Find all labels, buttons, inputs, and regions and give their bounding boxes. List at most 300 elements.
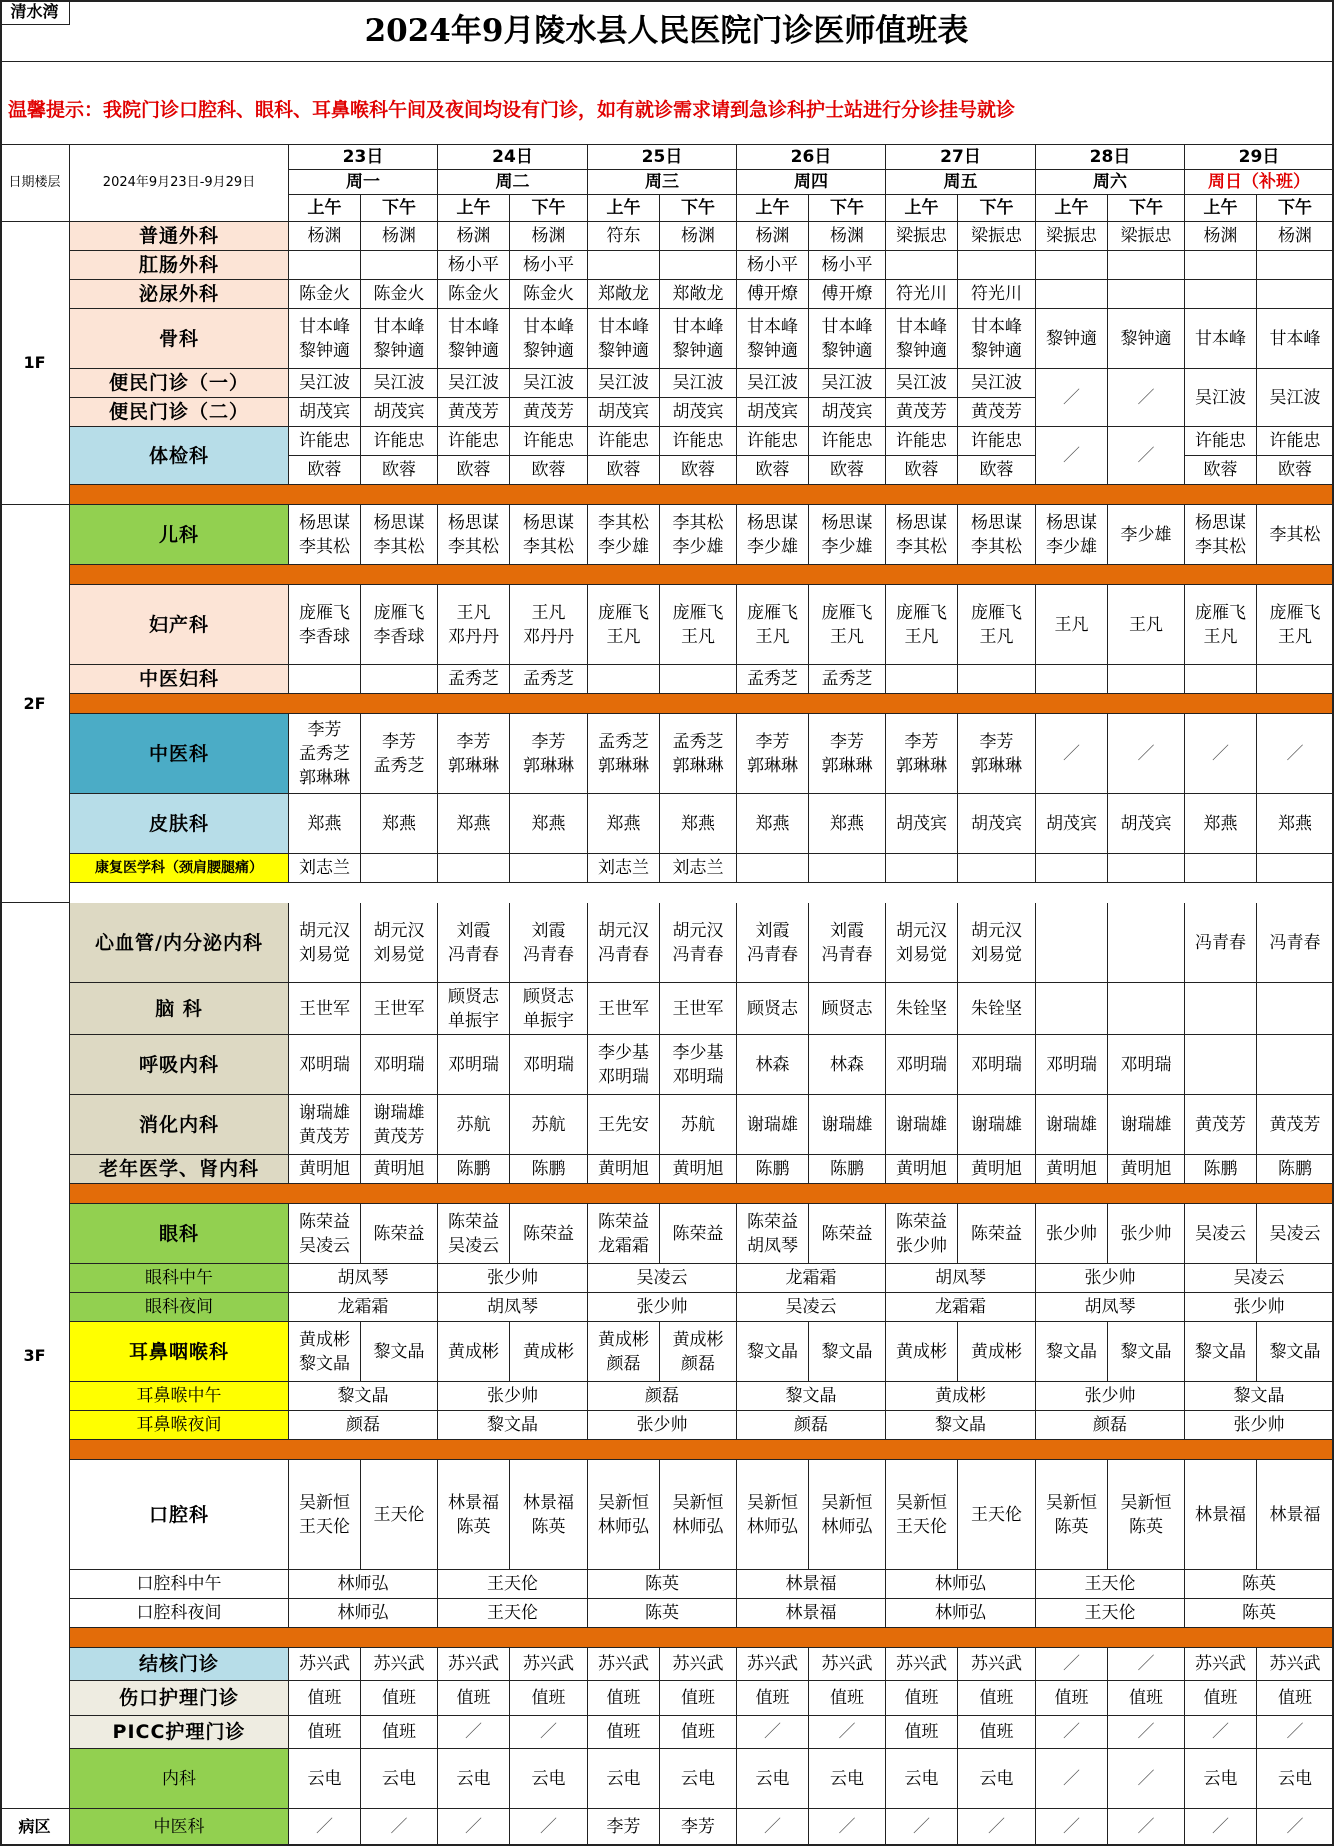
doctor-cell: 陈荣益 胡凤琴: [737, 1204, 809, 1264]
doctor-cell: [1108, 665, 1185, 694]
doctor-cell: 刘志兰: [289, 854, 361, 883]
doctor-cell: 郑燕: [438, 794, 510, 854]
separator-bar: [70, 485, 1334, 505]
doctor-cell: 郑燕: [809, 794, 886, 854]
doctor-cell: 云电: [737, 1749, 809, 1809]
doctor-cell: 黎文晶: [737, 1322, 809, 1382]
doctor-cell: 甘本峰 黎钟適: [660, 309, 737, 369]
floor-label: 病区: [0, 1809, 70, 1846]
department-name: 肛肠外科: [70, 251, 289, 280]
doctor-cell: 孟秀芝 郭琳琳: [660, 714, 737, 794]
separator-bar: [70, 694, 1334, 714]
doctor-cell: 黄成彬 黎文晶: [289, 1322, 361, 1382]
doctor-cell: 陈荣益: [510, 1204, 588, 1264]
header-weekday: 周六: [1036, 170, 1185, 195]
doctor-cell: 云电: [438, 1749, 510, 1809]
doctor-cell: 云电: [958, 1749, 1036, 1809]
header-weekday: 周一: [289, 170, 438, 195]
doctor-cell: [361, 251, 438, 280]
doctor-cell: ／: [1036, 1716, 1108, 1749]
doctor-cell: [1257, 665, 1334, 694]
doctor-cell: 黎钟適: [1036, 309, 1108, 369]
doctor-cell: 黎文晶: [809, 1322, 886, 1382]
header-date: 27日: [886, 145, 1036, 170]
doctor-cell: 吴江波: [886, 369, 958, 398]
shift-cell: 陈英: [1185, 1570, 1334, 1599]
doctor-cell: 甘本峰 黎钟適: [737, 309, 809, 369]
doctor-cell: 杨渊: [660, 222, 737, 251]
doctor-cell: 黄明旭: [886, 1155, 958, 1184]
doctor-cell: 邓明瑞: [289, 1035, 361, 1095]
doctor-cell: 杨渊: [1257, 222, 1334, 251]
shift-cell: 王天伦: [438, 1599, 588, 1628]
doctor-cell: 许能忠: [1185, 427, 1257, 456]
header-pm: 下午: [361, 195, 438, 222]
shift-cell: 张少帅: [588, 1293, 737, 1322]
floor-label: 2F: [0, 505, 70, 903]
separator-bar: [70, 1440, 1334, 1460]
doctor-cell: 胡茂宾: [958, 794, 1036, 854]
doctor-cell: [1108, 280, 1185, 309]
doctor-cell: 苏兴武: [510, 1648, 588, 1681]
doctor-cell: 杨思谋 李其松: [886, 505, 958, 565]
doctor-cell: 许能忠: [510, 427, 588, 456]
department-name: 康复医学科（颈肩腰腿痛）: [70, 854, 289, 883]
doctor-cell: [1036, 903, 1108, 983]
doctor-cell: 苏兴武: [809, 1648, 886, 1681]
doctor-cell: ／: [1257, 714, 1334, 794]
doctor-cell: [1257, 1035, 1334, 1095]
doctor-cell: 庞雁飞 王凡: [958, 585, 1036, 665]
doctor-cell: 陈荣益: [809, 1204, 886, 1264]
header-pm: 下午: [1257, 195, 1334, 222]
doctor-cell: ／: [510, 1809, 588, 1846]
shift-cell: 吴凌云: [737, 1293, 886, 1322]
doctor-cell: 郑燕: [1185, 794, 1257, 854]
doctor-cell: 刘志兰: [588, 854, 660, 883]
doctor-cell: 苏航: [438, 1095, 510, 1155]
doctor-cell: 谢瑞雄: [737, 1095, 809, 1155]
doctor-cell: ／: [438, 1809, 510, 1846]
header-am: 上午: [1036, 195, 1108, 222]
shift-cell: 胡凤琴: [886, 1264, 1036, 1293]
doctor-cell: 黄茂芳: [1185, 1095, 1257, 1155]
doctor-cell: 陈金火: [438, 280, 510, 309]
shift-cell: 张少帅: [438, 1382, 588, 1411]
doctor-cell: 苏兴武: [737, 1648, 809, 1681]
doctor-cell: 苏兴武: [361, 1648, 438, 1681]
doctor-cell: 顾贤志 单振宇: [510, 983, 588, 1035]
doctor-cell: 庞雁飞 李香球: [289, 585, 361, 665]
department-name: 骨科: [70, 309, 289, 369]
doctor-cell: 吴江波: [588, 369, 660, 398]
doctor-cell: [660, 665, 737, 694]
doctor-cell: 吴新恒 林师弘: [588, 1460, 660, 1570]
doctor-cell: ／: [1108, 369, 1185, 427]
doctor-cell: 值班: [958, 1716, 1036, 1749]
doctor-cell: 黄明旭: [588, 1155, 660, 1184]
doctor-cell: 苏航: [510, 1095, 588, 1155]
doctor-cell: 刘霞 冯青春: [510, 903, 588, 983]
doctor-cell: 王世军: [289, 983, 361, 1035]
department-name: 老年医学、肾内科: [70, 1155, 289, 1184]
doctor-cell: 符东: [588, 222, 660, 251]
notice-line-1: 温馨提示：我院门诊口腔科、眼科、耳鼻喉科午间及夜间均设有门诊，如有就诊需求请到急诊科护士站进行分诊挂号就诊: [8, 99, 1016, 121]
doctor-cell: 许能忠: [361, 427, 438, 456]
doctor-cell: 李芳 孟秀芝 郭琳琳: [289, 714, 361, 794]
doctor-cell: 许能忠: [289, 427, 361, 456]
shift-cell: 黎文晶: [886, 1411, 1036, 1440]
shift-cell: 林师弘: [886, 1570, 1036, 1599]
shift-cell: 颜磊: [1036, 1411, 1185, 1440]
doctor-cell: 胡茂宾: [588, 398, 660, 427]
header-weekday: 周日（补班）: [1185, 170, 1334, 195]
doctor-cell: 甘本峰 黎钟適: [289, 309, 361, 369]
doctor-cell: 刘志兰: [660, 854, 737, 883]
doctor-cell: 杨思谋 李少雄: [809, 505, 886, 565]
doctor-cell: 林景福 陈英: [438, 1460, 510, 1570]
doctor-cell: 李少基 邓明瑞: [660, 1035, 737, 1095]
doctor-cell: 符光川: [886, 280, 958, 309]
doctor-cell: 吴新恒 王天伦: [289, 1460, 361, 1570]
doctor-cell: 云电: [1185, 1749, 1257, 1809]
doctor-cell: 杨渊: [289, 222, 361, 251]
doctor-cell: 庞雁飞 王凡: [1185, 585, 1257, 665]
doctor-cell: 梁振忠: [958, 222, 1036, 251]
doctor-cell: [289, 251, 361, 280]
doctor-cell: 黎文晶: [361, 1322, 438, 1382]
doctor-cell: 王天伦: [958, 1460, 1036, 1570]
doctor-cell: 吴新恒 林师弘: [809, 1460, 886, 1570]
doctor-cell: 苏兴武: [588, 1648, 660, 1681]
shift-cell: 胡凤琴: [289, 1264, 438, 1293]
doctor-cell: 值班: [958, 1681, 1036, 1716]
doctor-cell: 欧蓉: [1257, 456, 1334, 485]
doctor-cell: ／: [1185, 1716, 1257, 1749]
doctor-cell: 黎文晶: [1108, 1322, 1185, 1382]
doctor-cell: 黄明旭: [660, 1155, 737, 1184]
department-name: 儿科: [70, 505, 289, 565]
doctor-cell: 云电: [660, 1749, 737, 1809]
doctor-cell: 欧蓉: [289, 456, 361, 485]
doctor-cell: 陈荣益: [958, 1204, 1036, 1264]
doctor-cell: 邓明瑞: [438, 1035, 510, 1095]
doctor-cell: 顾贤志: [809, 983, 886, 1035]
doctor-cell: [438, 854, 510, 883]
doctor-cell: [1036, 251, 1108, 280]
department-name: 眼科: [70, 1204, 289, 1264]
doctor-cell: 杨渊: [809, 222, 886, 251]
doctor-cell: 甘本峰 黎钟適: [361, 309, 438, 369]
doctor-cell: ／: [1257, 1809, 1334, 1846]
doctor-cell: 黄成彬 颜磊: [588, 1322, 660, 1382]
department-name: 耳鼻咽喉科: [70, 1322, 289, 1382]
doctor-cell: 杨渊: [1185, 222, 1257, 251]
doctor-cell: 郑燕: [1257, 794, 1334, 854]
doctor-cell: [958, 251, 1036, 280]
doctor-cell: [588, 251, 660, 280]
doctor-cell: 李芳 郭琳琳: [438, 714, 510, 794]
doctor-cell: 顾贤志 单振宇: [438, 983, 510, 1035]
doctor-cell: ／: [1108, 1648, 1185, 1681]
doctor-cell: 值班: [1257, 1681, 1334, 1716]
doctor-cell: ／: [958, 1809, 1036, 1846]
doctor-cell: 欧蓉: [588, 456, 660, 485]
doctor-cell: 吴江波: [1257, 369, 1334, 427]
doctor-cell: 黎文晶: [1257, 1322, 1334, 1382]
doctor-cell: [289, 665, 361, 694]
department-name: 伤口护理门诊: [70, 1681, 289, 1716]
doctor-cell: 云电: [886, 1749, 958, 1809]
doctor-cell: 林景福 陈英: [510, 1460, 588, 1570]
doctor-cell: 值班: [809, 1681, 886, 1716]
page-title: 2024年9月陵水县人民医院门诊医师值班表: [0, 0, 1334, 62]
doctor-cell: 黄茂芳: [1257, 1095, 1334, 1155]
doctor-cell: 欧蓉: [660, 456, 737, 485]
header-pm: 下午: [660, 195, 737, 222]
doctor-cell: 欧蓉: [737, 456, 809, 485]
doctor-cell: 陈金火: [510, 280, 588, 309]
doctor-cell: 杨小平: [809, 251, 886, 280]
header-date: 26日: [737, 145, 886, 170]
shift-cell: 张少帅: [1036, 1382, 1185, 1411]
doctor-cell: 杨渊: [510, 222, 588, 251]
department-name: 结核门诊: [70, 1648, 289, 1681]
doctor-cell: 吴新恒 王天伦: [886, 1460, 958, 1570]
doctor-cell: ／: [1036, 1648, 1108, 1681]
doctor-cell: 谢瑞雄: [958, 1095, 1036, 1155]
doctor-cell: [886, 854, 958, 883]
department-name: 中医妇科: [70, 665, 289, 694]
department-name: 便民门诊（一）: [70, 369, 289, 398]
doctor-cell: 庞雁飞 王凡: [737, 585, 809, 665]
doctor-cell: 谢瑞雄 黄茂芳: [361, 1095, 438, 1155]
department-name: PICC护理门诊: [70, 1716, 289, 1749]
department-name: 普通外科: [70, 222, 289, 251]
doctor-cell: 胡茂宾: [660, 398, 737, 427]
department-name: 皮肤科: [70, 794, 289, 854]
doctor-cell: 杨渊: [361, 222, 438, 251]
shift-cell: 龙霜霜: [886, 1293, 1036, 1322]
header-date-range: 2024年9月23日-9月29日: [70, 145, 289, 222]
doctor-cell: 吴江波: [958, 369, 1036, 398]
doctor-cell: [809, 854, 886, 883]
doctor-cell: 黄茂芳: [958, 398, 1036, 427]
doctor-cell: [1185, 280, 1257, 309]
doctor-cell: ／: [886, 1809, 958, 1846]
doctor-cell: 郑燕: [510, 794, 588, 854]
doctor-cell: 吴新恒 林师弘: [660, 1460, 737, 1570]
header-pm: 下午: [958, 195, 1036, 222]
doctor-cell: ／: [1185, 1809, 1257, 1846]
doctor-cell: [1036, 983, 1108, 1035]
doctor-cell: 杨思谋 李其松: [958, 505, 1036, 565]
doctor-cell: 张少帅: [1108, 1204, 1185, 1264]
doctor-cell: [1257, 280, 1334, 309]
floor-label: 3F: [0, 903, 70, 1809]
department-name: 便民门诊（二）: [70, 398, 289, 427]
doctor-cell: ／: [1036, 427, 1108, 485]
doctor-cell: 黄明旭: [289, 1155, 361, 1184]
doctor-cell: 黄明旭: [958, 1155, 1036, 1184]
department-name: 心血管/内分泌内科: [70, 903, 289, 983]
doctor-cell: 云电: [809, 1749, 886, 1809]
doctor-cell: 陈荣益 吴凌云: [438, 1204, 510, 1264]
doctor-cell: 郑燕: [737, 794, 809, 854]
doctor-cell: 胡元汉 冯青春: [588, 903, 660, 983]
doctor-cell: 李其松: [1257, 505, 1334, 565]
header-weekday: 周四: [737, 170, 886, 195]
doctor-cell: 云电: [588, 1749, 660, 1809]
doctor-cell: 陈金火: [289, 280, 361, 309]
doctor-cell: 胡元汉 冯青春: [660, 903, 737, 983]
shift-cell: 龙霜霜: [737, 1264, 886, 1293]
doctor-cell: 邓明瑞: [361, 1035, 438, 1095]
doctor-cell: 杨思谋 李其松: [510, 505, 588, 565]
doctor-cell: 谢瑞雄: [809, 1095, 886, 1155]
doctor-cell: 胡茂宾: [886, 794, 958, 854]
doctor-cell: 庞雁飞 王凡: [1257, 585, 1334, 665]
doctor-cell: 杨思谋 李其松: [289, 505, 361, 565]
doctor-cell: 杨思谋 李其松: [361, 505, 438, 565]
doctor-cell: 傅开燎: [809, 280, 886, 309]
doctor-cell: 苏兴武: [660, 1648, 737, 1681]
doctor-cell: [1257, 854, 1334, 883]
doctor-cell: [361, 665, 438, 694]
doctor-cell: 梁振忠: [886, 222, 958, 251]
doctor-cell: 云电: [289, 1749, 361, 1809]
doctor-cell: 欧蓉: [886, 456, 958, 485]
doctor-cell: 胡茂宾: [1108, 794, 1185, 854]
doctor-cell: 许能忠: [809, 427, 886, 456]
doctor-cell: 陈鹏: [1257, 1155, 1334, 1184]
doctor-cell: 甘本峰: [1257, 309, 1334, 369]
doctor-cell: 黎文晶: [1185, 1322, 1257, 1382]
doctor-cell: 杨思谋 李其松: [1185, 505, 1257, 565]
shift-cell: 张少帅: [1036, 1264, 1185, 1293]
department-name: 眼科中午: [70, 1264, 289, 1293]
shift-cell: 陈英: [588, 1570, 737, 1599]
doctor-cell: 许能忠: [958, 427, 1036, 456]
doctor-cell: 苏航: [660, 1095, 737, 1155]
doctor-cell: 吴新恒 陈英: [1036, 1460, 1108, 1570]
doctor-cell: 杨小平: [510, 251, 588, 280]
separator-bar: [70, 1184, 1334, 1204]
doctor-cell: ／: [809, 1809, 886, 1846]
doctor-cell: 杨渊: [438, 222, 510, 251]
doctor-cell: 许能忠: [737, 427, 809, 456]
doctor-cell: 吴江波: [1185, 369, 1257, 427]
shift-cell: 张少帅: [1185, 1293, 1334, 1322]
doctor-cell: 值班: [1036, 1681, 1108, 1716]
doctor-cell: [958, 665, 1036, 694]
shift-cell: 黄成彬: [886, 1382, 1036, 1411]
doctor-cell: 黎文晶: [1036, 1322, 1108, 1382]
doctor-cell: 王先安: [588, 1095, 660, 1155]
doctor-cell: 杨思谋 李少雄: [737, 505, 809, 565]
doctor-cell: 刘霞 冯青春: [809, 903, 886, 983]
header-weekday: 周二: [438, 170, 588, 195]
doctor-cell: [1185, 983, 1257, 1035]
shift-cell: 林师弘: [289, 1599, 438, 1628]
department-name: 口腔科: [70, 1460, 289, 1570]
doctor-cell: 吴凌云: [1185, 1204, 1257, 1264]
doctor-cell: 符光川: [958, 280, 1036, 309]
department-name: 消化内科: [70, 1095, 289, 1155]
doctor-cell: 黄茂芳: [510, 398, 588, 427]
doctor-cell: 庞雁飞 王凡: [660, 585, 737, 665]
doctor-cell: [1185, 251, 1257, 280]
shift-cell: 吴凌云: [1185, 1264, 1334, 1293]
doctor-cell: 胡元汉 刘易觉: [886, 903, 958, 983]
doctor-cell: 欧蓉: [438, 456, 510, 485]
doctor-cell: 云电: [1257, 1749, 1334, 1809]
doctor-cell: 值班: [1185, 1681, 1257, 1716]
doctor-cell: [1108, 854, 1185, 883]
doctor-cell: ／: [1036, 714, 1108, 794]
shift-cell: 林师弘: [886, 1599, 1036, 1628]
doctor-cell: ／: [737, 1809, 809, 1846]
separator-bar: [70, 1628, 1334, 1648]
doctor-cell: [958, 854, 1036, 883]
doctor-cell: 陈荣益 张少帅: [886, 1204, 958, 1264]
header-am: 上午: [289, 195, 361, 222]
doctor-cell: ／: [289, 1809, 361, 1846]
doctor-cell: [1108, 251, 1185, 280]
department-name: 中医科: [70, 1809, 289, 1846]
doctor-cell: 庞雁飞 王凡: [588, 585, 660, 665]
shift-cell: 林景福: [737, 1570, 886, 1599]
department-name: 妇产科: [70, 585, 289, 665]
doctor-cell: 许能忠: [886, 427, 958, 456]
doctor-cell: 黄明旭: [361, 1155, 438, 1184]
floor-label: 清水湾: [0, 0, 70, 25]
doctor-cell: 陈金火: [361, 280, 438, 309]
doctor-cell: [1108, 903, 1185, 983]
shift-cell: 胡凤琴: [1036, 1293, 1185, 1322]
doctor-cell: 梁振忠: [1108, 222, 1185, 251]
doctor-cell: 陈荣益: [660, 1204, 737, 1264]
doctor-cell: [1036, 280, 1108, 309]
doctor-cell: 傅开燎: [737, 280, 809, 309]
doctor-cell: 值班: [737, 1681, 809, 1716]
doctor-cell: 朱铨坚: [886, 983, 958, 1035]
doctor-cell: 云电: [361, 1749, 438, 1809]
header-am: 上午: [1185, 195, 1257, 222]
department-name: 体检科: [70, 427, 289, 485]
doctor-cell: 黄茂芳: [886, 398, 958, 427]
header-weekday: 周五: [886, 170, 1036, 195]
notice-box: [0, 62, 1334, 145]
shift-cell: 黎文晶: [289, 1382, 438, 1411]
doctor-cell: 陈荣益: [361, 1204, 438, 1264]
doctor-cell: 黄成彬 颜磊: [660, 1322, 737, 1382]
doctor-cell: ／: [1108, 1809, 1185, 1846]
doctor-cell: ／: [1108, 714, 1185, 794]
doctor-cell: ／: [809, 1716, 886, 1749]
doctor-cell: 甘本峰 黎钟適: [809, 309, 886, 369]
doctor-cell: 李芳 郭琳琳: [958, 714, 1036, 794]
doctor-cell: 王凡 邓丹丹: [438, 585, 510, 665]
shift-cell: 黎文晶: [1185, 1382, 1334, 1411]
doctor-cell: 邓明瑞: [886, 1035, 958, 1095]
doctor-cell: 胡茂宾: [737, 398, 809, 427]
doctor-cell: 郑燕: [289, 794, 361, 854]
doctor-cell: 庞雁飞 王凡: [809, 585, 886, 665]
doctor-cell: 黄成彬: [510, 1322, 588, 1382]
doctor-cell: ／: [737, 1716, 809, 1749]
department-name: 脑 科: [70, 983, 289, 1035]
